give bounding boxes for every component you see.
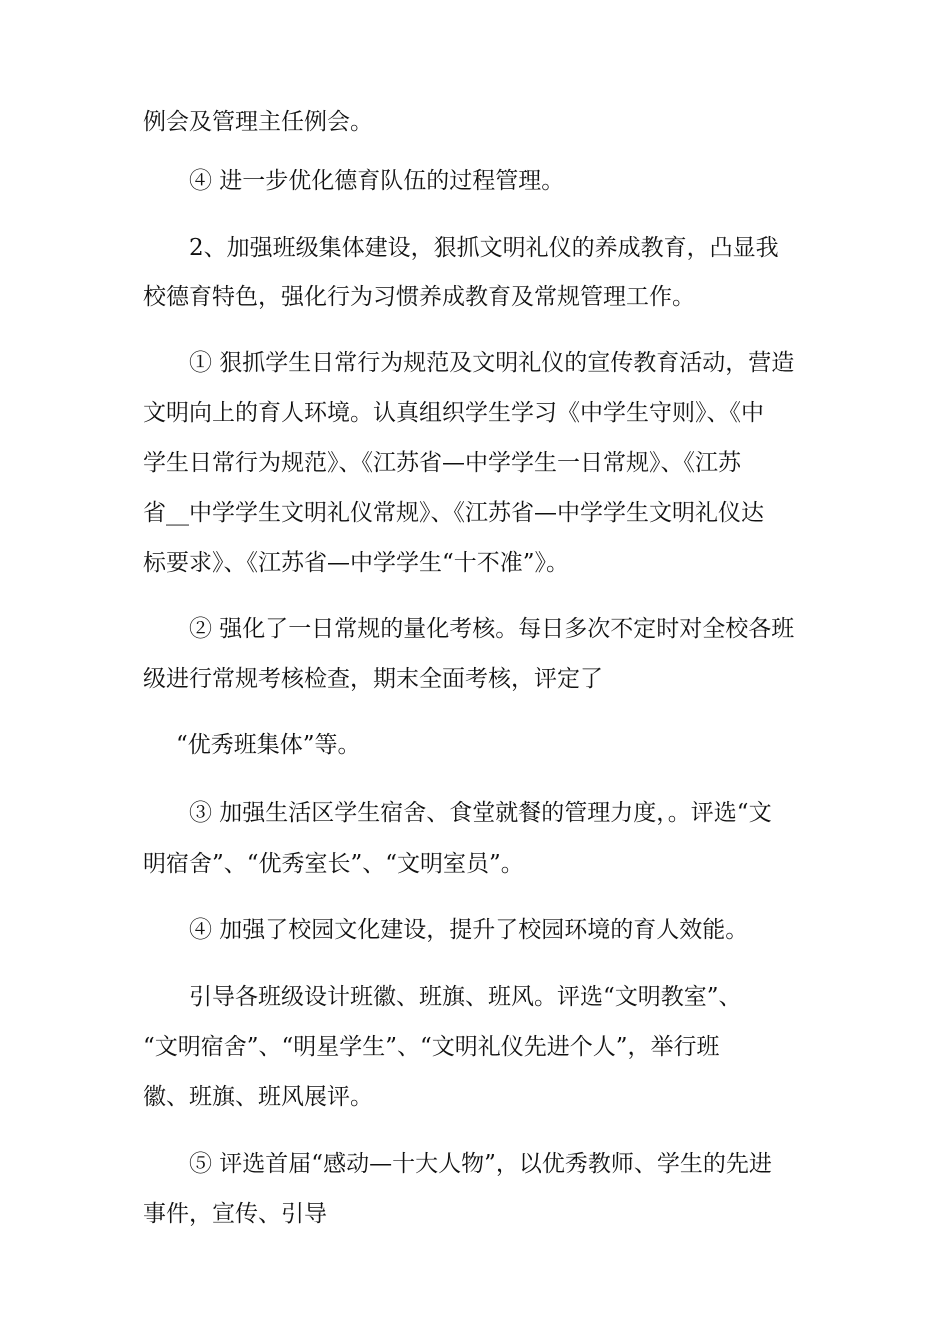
text-line: “文明宿舍”、“明星学生”、“文明礼仪先进个人”，举行班 — [143, 1034, 720, 1060]
text-line: 省__中学学生文明礼仪常规》、《江苏省—中学学生文明礼仪达 — [143, 500, 764, 526]
text-line: 例会及管理主任例会。 — [143, 109, 373, 135]
text-line: ② 强化了一日常规的量化考核。每日多次不定时对全校各班 — [189, 616, 795, 642]
text-line: ④ 加强了校园文化建设，提升了校园环境的育人效能。 — [189, 917, 749, 943]
text-line: ① 狠抓学生日常行为规范及文明礼仪的宣传教育活动，营造 — [189, 350, 795, 376]
text-line: 标要求》、《江苏省—中学学生“十不准”》。 — [143, 550, 570, 576]
text-line: 级进行常规考核检查，期末全面考核，评定了 — [143, 666, 603, 692]
text-line: “优秀班集体”等。 — [176, 732, 361, 758]
text-line: 明宿舍”、“优秀室长”、“文明室员”。 — [143, 851, 524, 877]
text-line: ⑤ 评选首届“感动—十大人物”，以优秀教师、学生的先进 — [189, 1151, 772, 1177]
text-line: 徽、班旗、班风展评。 — [143, 1084, 373, 1110]
text-line: 学生日常行为规范》、《江苏省—中学学生一日常规》、《江苏 — [143, 450, 741, 476]
text-line: 2、加强班级集体建设，狠抓文明礼仪的养成教育，凸显我 — [189, 235, 779, 261]
text-line: ④ 进一步优化德育队伍的过程管理。 — [189, 168, 565, 194]
text-line: 校德育特色，强化行为习惯养成教育及常规管理工作。 — [143, 284, 695, 310]
text-line: 事件，宣传、引导 — [143, 1201, 327, 1227]
text-line: ③ 加强生活区学生宿舍、食堂就餐的管理力度，。评选“文 — [189, 800, 772, 826]
text-line: 引导各班级设计班徽、班旗、班风。评选“文明教室”、 — [189, 984, 742, 1010]
text-line: 文明向上的育人环境。认真组织学生学习《中学生守则》、《中 — [143, 400, 764, 426]
